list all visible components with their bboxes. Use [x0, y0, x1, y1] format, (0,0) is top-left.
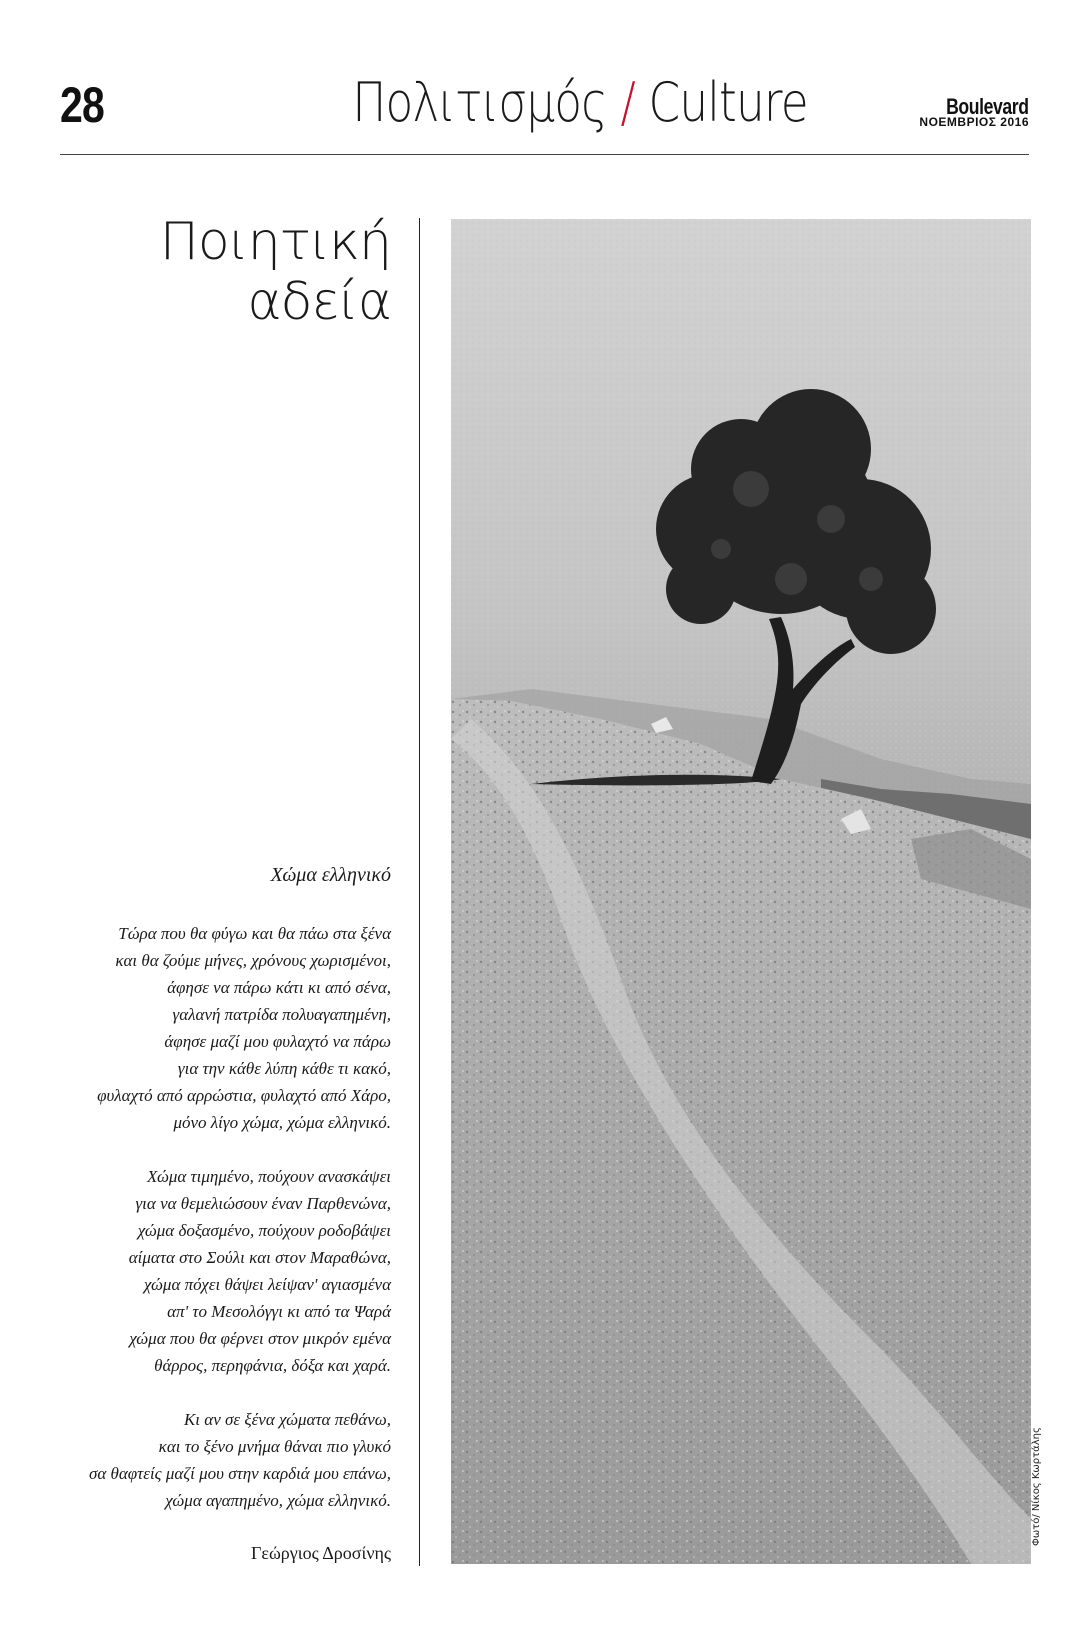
poem-line: για να θεμελιώσουν έναν Παρθενώνα, [135, 1194, 391, 1213]
masthead-issue-date: ΝΟΕΜΒΡΙΟΣ 2016 [919, 115, 1029, 129]
section-title-english: Culture [648, 71, 808, 134]
poem-line: θάρρος, περηφάνια, δόξα και χαρά. [154, 1356, 391, 1375]
photo-illustration [451, 219, 1031, 1564]
poem-line: άφησε να πάρω κάτι κι από σένα, [167, 978, 391, 997]
poem-title: Χώμα ελληνικό [270, 864, 391, 886]
poem-line: φυλαχτό από αρρώστια, φυλαχτό από Χάρο, [97, 1086, 391, 1105]
page-number: 28 [60, 77, 104, 133]
poem-line: Τώρα που θα φύγω και θα πάω στα ξένα [118, 924, 391, 943]
poem-stanza [40, 920, 391, 1136]
poem-line: χώμα που θα φέρνει στον μικρόν εμένα [129, 1329, 391, 1348]
poem-line: σα θαφτείς μαζί μου στην καρδιά μου επάνω, [88, 1464, 391, 1483]
poem [40, 862, 391, 1565]
photo-credit: Φωτό/ Νίκος Κωρτάλης [1031, 1427, 1042, 1546]
article-title [60, 212, 391, 332]
column-divider [419, 218, 420, 1566]
poem-line: χώμα πόχει θάψει λείψαν' αγιασμένα [143, 1275, 391, 1294]
section-title-separator: / [620, 71, 635, 134]
poem-line: μόνο λίγο χώμα, χώμα ελληνικό. [173, 1113, 391, 1132]
poem-line: για την κάθε λύπη κάθε τι κακό, [177, 1059, 391, 1078]
poem-stanza [40, 1406, 391, 1514]
poem-line: γαλανή πατρίδα πολυαγαπημένη, [172, 1005, 391, 1024]
poem-stanza [40, 1163, 391, 1379]
page-header [60, 70, 1029, 155]
article-title-line: Ποιητική [159, 212, 391, 272]
masthead-brand: Boulevard [946, 94, 1029, 119]
poem-line: Χώμα τιμημένο, πούχουν ανασκάψει [147, 1167, 391, 1186]
poem-line: χώμα αγαπημένο, χώμα ελληνικό. [165, 1491, 391, 1510]
section-title [345, 71, 815, 134]
poem-author: Γεώργιος Δροσίνης [250, 1543, 391, 1563]
poem-line: Κι αν σε ξένα χώματα πεθάνω, [183, 1410, 391, 1429]
poem-line: άφησε μαζί μου φυλαχτό να πάρω [164, 1032, 391, 1051]
poem-line: αίματα στο Σούλι και στον Μαραθώνα, [128, 1248, 391, 1267]
masthead [919, 96, 1029, 128]
poem-line: και το ξένο μνήμα θάναι πιο γλυκό [158, 1437, 391, 1456]
photo-tree-on-hill [451, 219, 1031, 1564]
article-title-line: αδεία [247, 272, 391, 332]
poem-line: απ' το Μεσολόγγι κι από τα Ψαρά [167, 1302, 391, 1321]
poem-line: και θα ζούμε μήνες, χρόνους χωρισμένοι, [115, 951, 391, 970]
section-title-greek: Πολιτισμός [352, 71, 607, 134]
poem-line: χώμα δοξασμένο, πούχουν ροδοβάψει [137, 1221, 391, 1240]
